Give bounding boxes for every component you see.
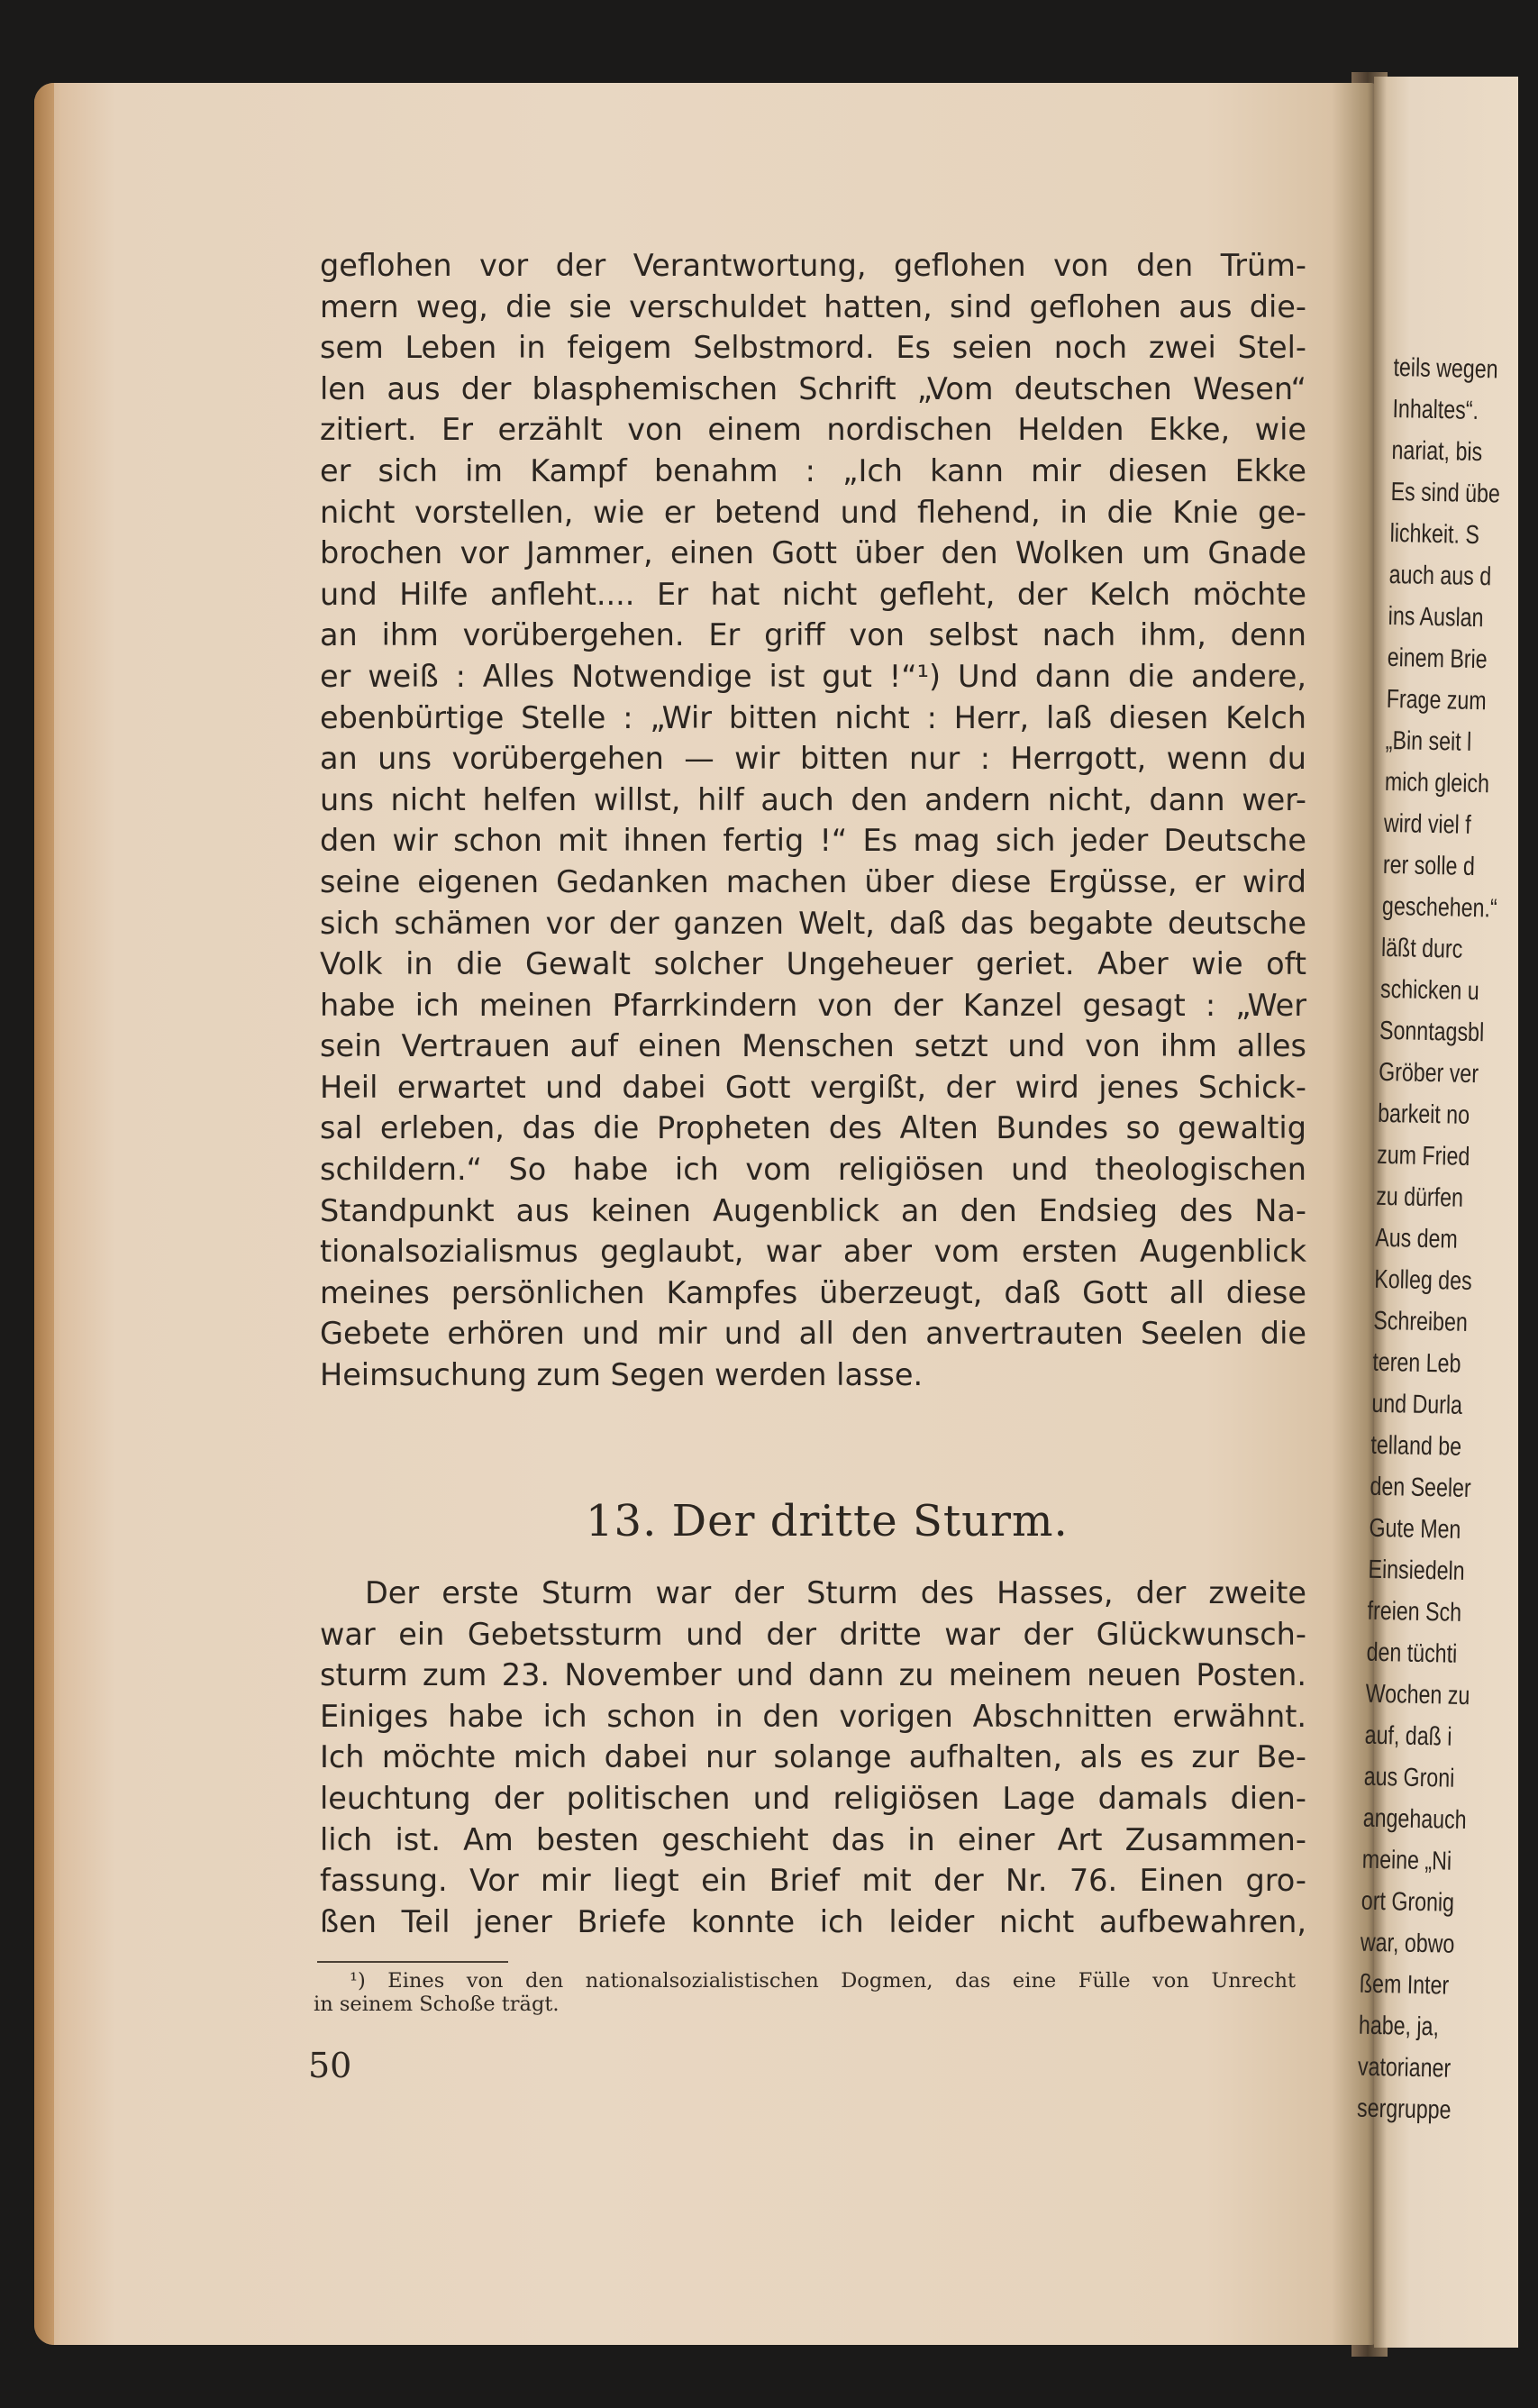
text-line: geflohen vor der Verantwortung, geflohen von den Trüm- bbox=[320, 248, 1306, 283]
right-page-line: Schreiben bbox=[1373, 1306, 1469, 1337]
text-line: war ein Gebetssturm und der dritte war der Glückwunsch- bbox=[320, 1616, 1306, 1652]
right-page-line: auch aus d bbox=[1388, 560, 1492, 592]
text-line: brochen vor Jammer, einen Gott über den Wolken um Gnade bbox=[320, 535, 1306, 571]
right-page-line: Frage zum bbox=[1386, 684, 1488, 716]
right-page-line: aus Groni bbox=[1363, 1762, 1455, 1793]
right-page-line: Aus dem bbox=[1374, 1223, 1459, 1254]
text-line: sein Vertrauen auf einen Menschen setzt und von ihm alles bbox=[320, 1028, 1306, 1064]
text-line: Standpunkt aus keinen Augenblick an den Endsieg des Na- bbox=[320, 1192, 1306, 1228]
right-page-line: ßem Inter bbox=[1359, 1969, 1450, 2001]
right-page-line: freien Sch bbox=[1367, 1596, 1462, 1628]
text-line: sturm zum 23. November und dann zu meinem neuen Posten. bbox=[320, 1657, 1306, 1693]
text-line: len aus der blasphemischen Schrift „Vom deutschen Wesen“ bbox=[320, 370, 1306, 406]
footnote bbox=[314, 1969, 1296, 2016]
text-line: Einiges habe ich schon in den vorigen Abschnitten erwähnt. bbox=[320, 1698, 1306, 1734]
right-page-line: meine „Ni bbox=[1361, 1845, 1452, 1876]
right-page-line: telland be bbox=[1370, 1430, 1462, 1462]
right-page-line: Es sind übe bbox=[1390, 477, 1501, 509]
text-line: Heil erwartet und dabei Gott vergißt, der wird jenes Schick- bbox=[320, 1069, 1306, 1105]
right-page-line: Gröber ver bbox=[1378, 1057, 1479, 1090]
footnote-divider bbox=[317, 1961, 508, 1963]
footnote-line: ¹) Eines von den nationalsozialistischen Dogmen, das eine Fülle von Unrecht bbox=[350, 1969, 1296, 1993]
text-line: an uns vorübergehen — wir bitten nur : Herrgott, wenn du bbox=[320, 741, 1306, 777]
right-page-line: vatorianer bbox=[1357, 2052, 1452, 2084]
right-page-line: ort Gronig bbox=[1361, 1886, 1455, 1918]
text-line: ebenbürtige Stelle : „Wir bitten nicht : Herr, laß diesen Kelch bbox=[320, 699, 1306, 735]
text-line: seine eigenen Gedanken machen über diese Ergüsse, er wird bbox=[320, 863, 1306, 899]
text-line: fassung. Vor mir liegt ein Brief mit der Nr. 76. Einen gro- bbox=[320, 1863, 1306, 1899]
right-page-text bbox=[1357, 347, 1538, 2132]
text-line: sich schämen vor der ganzen Welt, daß das begabte deutsche bbox=[320, 905, 1306, 941]
text-line: den wir schon mit ihnen fertig !“ Es mag sich jeder Deutsche bbox=[320, 823, 1306, 859]
right-page-line: den Seeler bbox=[1370, 1472, 1472, 1504]
text-line: Der erste Sturm war der Sturm des Hasses, der zweite bbox=[365, 1575, 1306, 1610]
right-page-line: ins Auslan bbox=[1388, 601, 1484, 634]
right-page-line: einem Brie bbox=[1387, 643, 1488, 675]
footnote-line: in seinem Schoße trägt. bbox=[314, 1993, 560, 2016]
right-page-line: rer solle d bbox=[1382, 850, 1476, 882]
right-page-line: zum Fried bbox=[1376, 1140, 1470, 1172]
right-page-line: Wochen zu bbox=[1365, 1679, 1470, 1711]
text-line: er sich im Kampf benahm : „Ich kann mir diesen Ekke bbox=[320, 452, 1306, 488]
paragraph-1 bbox=[320, 245, 1306, 1396]
right-page-line: sergruppe bbox=[1356, 2093, 1452, 2125]
text-line: uns nicht helfen willst, hilf auch den andern nicht, dann wer- bbox=[320, 781, 1306, 817]
right-page-line: Inhaltes“. bbox=[1392, 394, 1479, 425]
text-line: mern weg, die sie verschuldet hatten, sind geflohen aus die- bbox=[320, 288, 1306, 324]
text-line: er weiß : Alles Notwendige ist gut !“¹) Und dann die andere, bbox=[320, 658, 1306, 694]
right-page bbox=[1356, 77, 1518, 2348]
text-line: Heimsuchung zum Segen werden lasse. bbox=[320, 1357, 924, 1393]
text-line: Volk in die Gewalt solcher Ungeheuer geriet. Aber wie oft bbox=[320, 946, 1306, 982]
right-page-line: habe, ja, bbox=[1358, 2011, 1440, 2042]
text-line: ßen Teil jener Briefe konnte ich leider nicht aufbewahren, bbox=[320, 1903, 1306, 1939]
right-page-line: Gute Men bbox=[1369, 1513, 1461, 1545]
text-line: tionalsozialismus geglaubt, war aber vom ersten Augenblick bbox=[320, 1234, 1306, 1270]
right-page-line: nariat, bis bbox=[1391, 435, 1483, 468]
text-line: meines persönlichen Kampfes überzeugt, daß Gott all diese bbox=[320, 1274, 1306, 1310]
text-line: zitiert. Er erzählt von einem nordischen Helden Ekke, wie bbox=[320, 412, 1306, 448]
paragraph-2 bbox=[320, 1573, 1306, 1942]
right-page-line: wird viel f bbox=[1383, 808, 1471, 840]
right-page-line: geschehen.“ bbox=[1381, 891, 1498, 924]
right-page-line: „Bin seit l bbox=[1385, 725, 1472, 757]
text-line: schildern.“ So habe ich vom religiösen und theologischen bbox=[320, 1152, 1306, 1188]
right-page-line: den tüchti bbox=[1366, 1637, 1458, 1669]
page-number: 50 bbox=[308, 2046, 352, 2085]
text-line: sem Leben in feigem Selbstmord. Es seien noch zwei Stel- bbox=[320, 330, 1306, 366]
text-line: Ich möchte mich dabei nur solange aufhalten, als es zur Be- bbox=[320, 1739, 1306, 1775]
right-page-line: Kolleg des bbox=[1373, 1264, 1472, 1297]
right-page-line: mich gleich bbox=[1384, 767, 1490, 799]
right-page-line: angehauch bbox=[1362, 1803, 1467, 1836]
right-page-line: und Durla bbox=[1371, 1389, 1463, 1420]
right-page-line: Einsiedeln bbox=[1368, 1555, 1465, 1586]
text-line: leuchtung der politischen und religiösen Lage damals dien- bbox=[320, 1780, 1306, 1816]
right-page-line: barkeit no bbox=[1377, 1099, 1470, 1130]
chapter-heading: 13. Der dritte Sturm. bbox=[586, 1496, 1069, 1546]
text-line: lich ist. Am besten geschieht das in einer Art Zusammen- bbox=[320, 1821, 1306, 1857]
text-line: Gebete erhören und mir und all den anvertrauten Seelen die bbox=[320, 1316, 1306, 1352]
right-page-line: war, obwo bbox=[1360, 1928, 1455, 1959]
text-line: an ihm vorübergehen. Er griff von selbst nach ihm, denn bbox=[320, 617, 1306, 653]
right-page-line: auf, daß i bbox=[1364, 1720, 1452, 1752]
right-page-line: teren Leb bbox=[1372, 1347, 1461, 1379]
right-page-line: Sonntagsbl bbox=[1379, 1016, 1485, 1048]
text-line: nicht vorstellen, wie er betend und flehend, in die Knie ge- bbox=[320, 494, 1306, 530]
text-line: habe ich meinen Pfarrkindern von der Kanzel gesagt : „Wer bbox=[320, 987, 1306, 1023]
right-page-line: zu dürfen bbox=[1375, 1181, 1464, 1213]
text-line: und Hilfe anfleht.... Er hat nicht gefleht, der Kelch möchte bbox=[320, 576, 1306, 612]
right-page-line: teils wegen bbox=[1393, 352, 1498, 385]
right-page-line: schicken u bbox=[1379, 974, 1479, 1007]
text-line: sal erleben, das die Propheten des Alten Bundes so gewaltig bbox=[320, 1110, 1306, 1146]
right-page-line: läßt durc bbox=[1380, 933, 1463, 964]
right-page-line: lichkeit. S bbox=[1389, 518, 1480, 551]
